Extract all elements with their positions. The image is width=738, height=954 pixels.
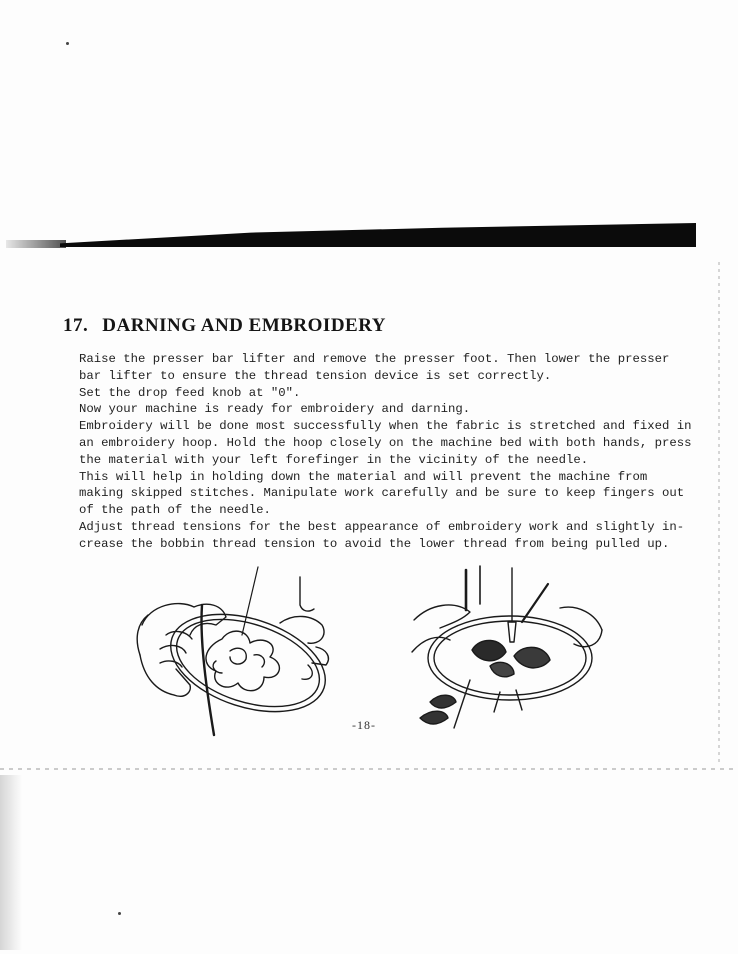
text-line: Now your machine is ready for embroidery and darning. [79,402,471,417]
text-line: bar lifter to ensure the thread tension device is set correctly. [79,368,552,383]
scan-left-shadow [0,775,22,950]
scan-speck [66,42,69,45]
scan-bar-fade [6,240,66,248]
text-line: the material with your left forefinger in the vicinity of the needle. [79,452,589,467]
text-line: Raise the presser bar lifter and remove the presser foot. Then lower the presser [79,352,670,366]
text-line: of the path of the needle. [79,503,271,518]
hands-holding-embroidery-hoop-icon [130,565,340,740]
text-line: Adjust thread tensions for the best appearance of embroidery work and slightly in- [79,519,685,534]
text-line: an embroidery hoop. Hold the hoop closely on the machine bed with both hands, press [79,435,692,450]
text-line: This will help in holding down the material and will prevent the machine from [79,469,648,484]
page-number: -18- [352,718,376,732]
section-number: 17. [63,315,89,336]
instruction-text [79,351,692,553]
text-line: Set the drop feed knob at "0". [79,385,301,400]
text-line: crease the bobbin thread tension to avoid the lower thread from being pulled up. [79,536,670,551]
needle-over-hoop-embroidery-icon [410,560,605,735]
scan-black-bar [60,223,696,247]
text-line: making skipped stitches. Manipulate work carefully and be sure to keep fingers out [79,486,685,501]
page-right-edge [718,262,720,762]
scan-speck [118,912,121,915]
section-heading [63,315,386,337]
section-title: DARNING AND EMBROIDERY [102,315,386,336]
page-bottom-edge [0,768,738,770]
text-line: Embroidery will be done most successfully when the fabric is stretched and fixed in [79,419,692,434]
